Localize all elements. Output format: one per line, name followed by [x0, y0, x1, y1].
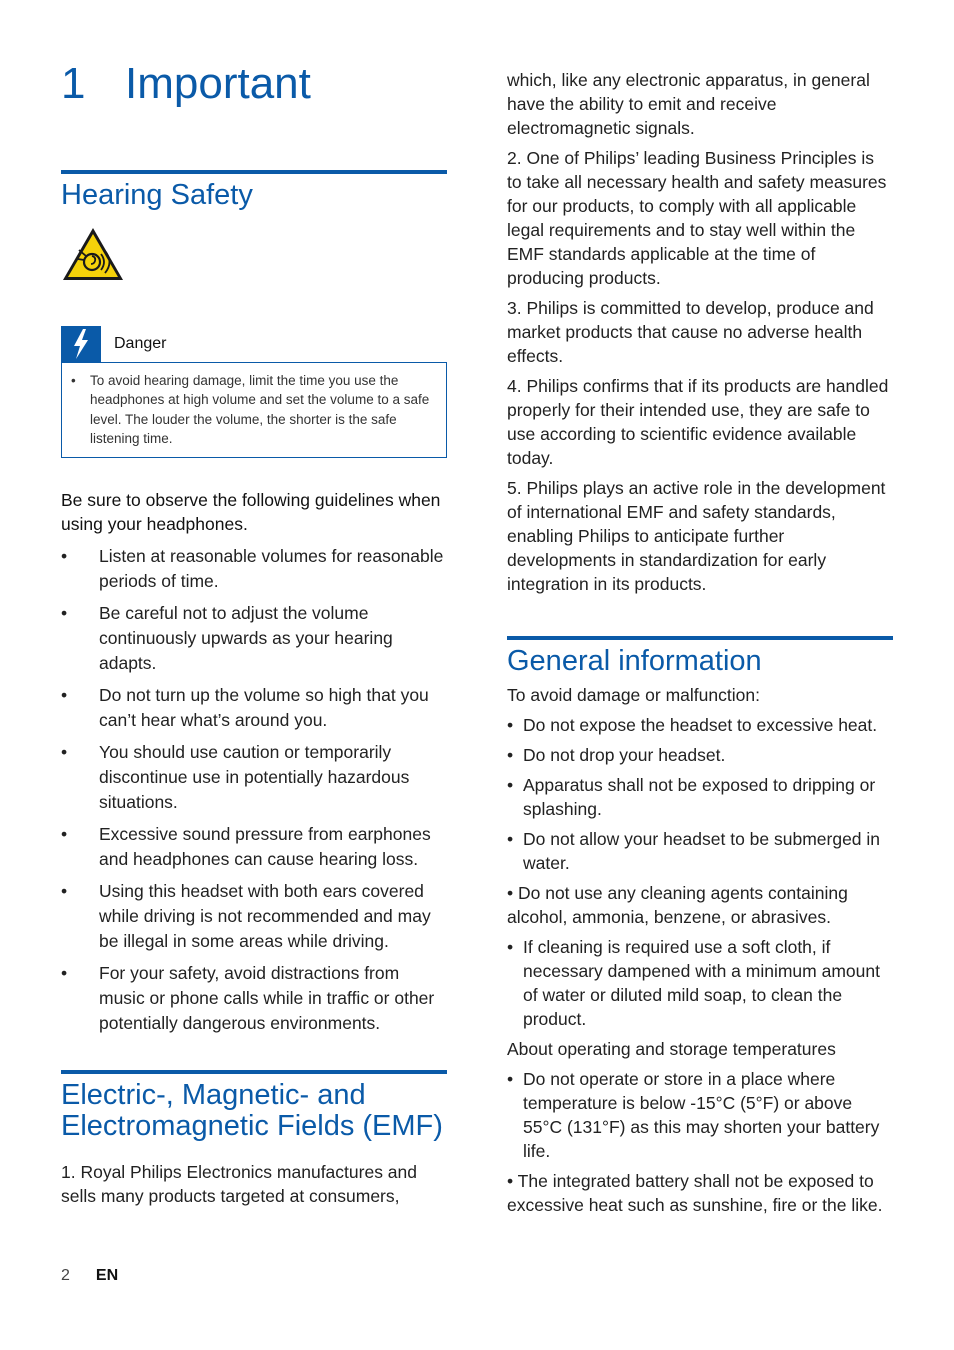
emf-paragraph-2: 2. One of Philips’ leading Business Principles is to take all necessary health and safety measures for our products, to comply with all applicable legal requirements and to stay well within the EMF standards applicable at the time of producing products. — [507, 148, 887, 288]
damage-lead-suffix: : — [755, 685, 760, 706]
list-item: • You should use caution or temporarily discontinue use in potentially hazardous situations. — [61, 740, 447, 815]
temperature-lead: About operating and storage temperatures — [507, 1039, 836, 1060]
danger-item: • To avoid hearing damage, limit the time you use the headphones at high volume and set the volume to a safe level. The louder the volume, the shorter is the safe listening time. — [71, 371, 436, 449]
list-item: • Listen at reasonable volumes for reasonable periods of time. — [61, 544, 447, 594]
danger-label: Danger — [114, 334, 167, 352]
list-item: • Do not operate or store in a place where temperature is below -15°C (5°F) or above 55°C (131°F) as this may shorten your battery life. — [507, 1067, 893, 1163]
hearing-safety-heading: Hearing Safety — [61, 179, 253, 212]
damage-lead — [507, 683, 893, 707]
general-info-heading: General information — [507, 645, 762, 677]
list-item: • Do not use any cleaning agents containing alcohol, ammonia, benzene, or abrasives. — [507, 883, 848, 928]
guidelines-lead: Be sure to observe the following guidelines when using your headphones. — [61, 489, 441, 534]
chapter-heading: Important — [125, 59, 311, 108]
emf-paragraph-1-start: 1. Royal Philips Electronics manufactures and sells many products targeted at consumers, — [61, 1162, 418, 1207]
list-item: • For your safety, avoid distractions from music or phone calls while in traffic or other potentially dangerous environments. — [61, 961, 447, 1036]
emf-section-header — [61, 1070, 447, 1143]
emf-paragraph-5: 5. Philips plays an active role in the development of international EMF and safety standards, enabling Philips to anticipate further developments in standardization for early integration in its products. — [507, 478, 886, 594]
danger-header — [61, 326, 447, 362]
language-code: EN — [95, 1267, 119, 1284]
hearing-safety-section-header — [61, 170, 447, 211]
emf-heading: Electric-, Magnetic- and Electromagnetic Fields (EMF) — [61, 1078, 443, 1143]
lightning-icon — [61, 326, 101, 362]
list-item: • Do not expose the headset to excessive heat. — [507, 713, 893, 737]
emf-paragraph-4: 4. Philips confirms that if its products are handled properly for their intended use, they are safe to use according to scientific evidence available today. — [507, 376, 889, 468]
list-item: • Apparatus shall not be exposed to dripping or splashing. — [507, 773, 893, 821]
list-item: • Do not allow your headset to be submerged in water. — [507, 827, 893, 875]
list-item: • If cleaning is required use a soft cloth, if necessary dampened with a minimum amount of water or diluted mild soap, to clean the product. — [507, 935, 893, 1031]
temperature-list — [507, 1067, 893, 1217]
damage-list — [507, 713, 893, 1031]
list-item: • Do not drop your headset. — [507, 743, 893, 767]
chapter-number: 1 — [61, 59, 86, 108]
hearing-warning-icon — [61, 226, 125, 282]
danger-notice — [61, 326, 447, 458]
general-info-section-header — [507, 636, 893, 677]
emf-paragraph-3: 3. Philips is committed to develop, produce and market products that cause no adverse health effects. — [507, 298, 874, 366]
page-number: 2 — [61, 1267, 70, 1284]
list-item: • Excessive sound pressure from earphones and headphones can cause hearing loss. — [61, 822, 447, 872]
list-item: • Do not turn up the volume so high that you can’t hear what’s around you. — [61, 683, 447, 733]
page-footer — [61, 1267, 118, 1285]
list-item: • Using this headset with both ears covered while driving is not recommended and may be illegal in some areas while driving. — [61, 879, 447, 954]
danger-box — [61, 362, 447, 458]
danger-list — [71, 371, 436, 449]
right-column — [507, 68, 893, 1223]
chapter-title — [61, 60, 447, 108]
guidelines-list — [61, 544, 447, 1036]
emf-paragraph-1-end: which, like any electronic apparatus, in general have the ability to emit and receive electromagnetic signals. — [507, 70, 870, 138]
list-item: • Be careful not to adjust the volume continuously upwards as your hearing adapts. — [61, 601, 447, 676]
left-column — [61, 60, 447, 1226]
damage-lead-text: To avoid damage or malfunction — [507, 685, 756, 706]
list-item: • The integrated battery shall not be exposed to excessive heat such as sunshine, fire or the like. — [507, 1171, 883, 1216]
